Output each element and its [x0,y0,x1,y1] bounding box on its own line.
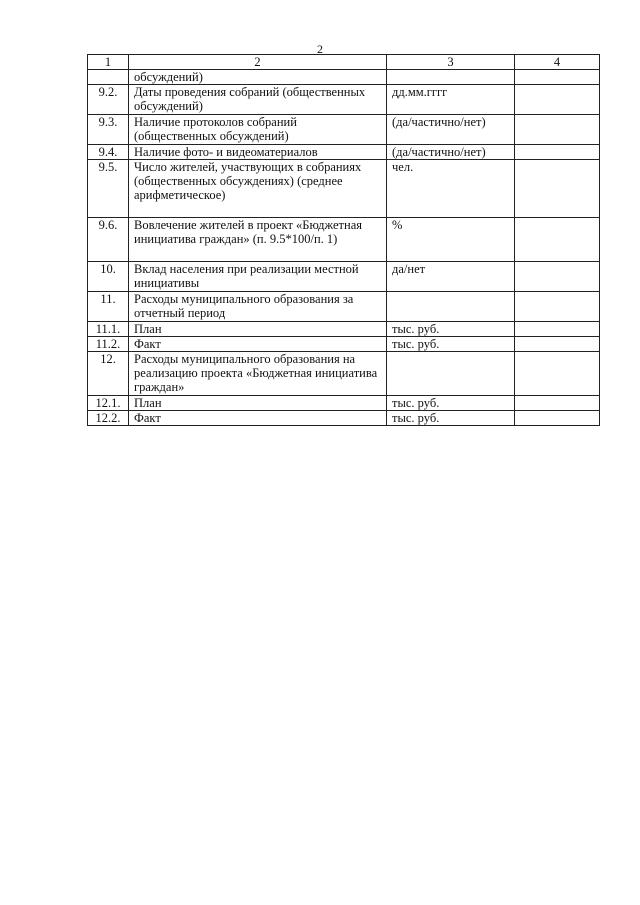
row-name: Расходы муниципального образования на реализацию проекта «Бюджетная инициатива граждан» [129,352,387,396]
row-name: Расходы муниципального образования за отчетный период [129,292,387,322]
row-value [515,262,600,292]
row-number: 9.4. [88,145,129,160]
row-value [515,115,600,145]
row-value [515,160,600,218]
row-name: Вовлечение жителей в проект «Бюджетная инициатива граждан» (п. 9.5*100/п. 1) [129,218,387,262]
column-header: 2 [129,55,387,70]
row-value [515,292,600,322]
row-unit: (да/частично/нет) [387,145,515,160]
table-row [88,85,600,115]
row-name: Наличие фото- и видеоматериалов [129,145,387,160]
row-number: 11. [88,292,129,322]
row-unit: (да/частично/нет) [387,115,515,145]
row-name: План [129,322,387,337]
page-number: 2 [317,42,323,56]
table-row [88,396,600,411]
row-value [515,85,600,115]
row-number: 12.2. [88,411,129,426]
row-unit: % [387,218,515,262]
row-unit: чел. [387,160,515,218]
row-unit [387,292,515,322]
row-name: Вклад населения при реализации местной инициативы [129,262,387,292]
table-header-row [88,55,600,70]
row-name: Даты проведения собраний (общественных обсуждений) [129,85,387,115]
row-number: 11.2. [88,337,129,352]
column-header: 3 [387,55,515,70]
row-name: Факт [129,411,387,426]
column-header: 1 [88,55,129,70]
row-number: 9.5. [88,160,129,218]
table-row [88,352,600,396]
row-number: 12. [88,352,129,396]
row-number: 9.2. [88,85,129,115]
row-unit: дд.мм.гггг [387,85,515,115]
row-name: Факт [129,337,387,352]
row-number: 10. [88,262,129,292]
row-name: Наличие протоколов собраний (общественных обсуждений) [129,115,387,145]
row-unit: тыс. руб. [387,411,515,426]
row-number: 12.1. [88,396,129,411]
table-row [88,322,600,337]
table-row [88,411,600,426]
row-name: Число жителей, участвующих в собраниях (общественных обсуждениях) (среднее арифметическое) [129,160,387,218]
row-unit: тыс. руб. [387,396,515,411]
table-row [88,160,600,218]
column-header: 4 [515,55,600,70]
table-row [88,292,600,322]
row-value [515,322,600,337]
row-unit: да/нет [387,262,515,292]
report-table [87,54,600,426]
row-value [515,218,600,262]
table-row [88,337,600,352]
row-number: 11.1. [88,322,129,337]
table-row [88,262,600,292]
row-unit: тыс. руб. [387,322,515,337]
row-number: 9.3. [88,115,129,145]
row-name: обсуждений) [129,70,387,85]
row-unit: тыс. руб. [387,337,515,352]
row-number: 9.6. [88,218,129,262]
row-value [515,70,600,85]
table-row [88,218,600,262]
table-row [88,70,600,85]
row-unit [387,352,515,396]
row-number [88,70,129,85]
table-row [88,115,600,145]
table-row [88,145,600,160]
row-unit [387,70,515,85]
row-value [515,411,600,426]
row-name: План [129,396,387,411]
row-value [515,145,600,160]
row-value [515,396,600,411]
row-value [515,337,600,352]
row-value [515,352,600,396]
